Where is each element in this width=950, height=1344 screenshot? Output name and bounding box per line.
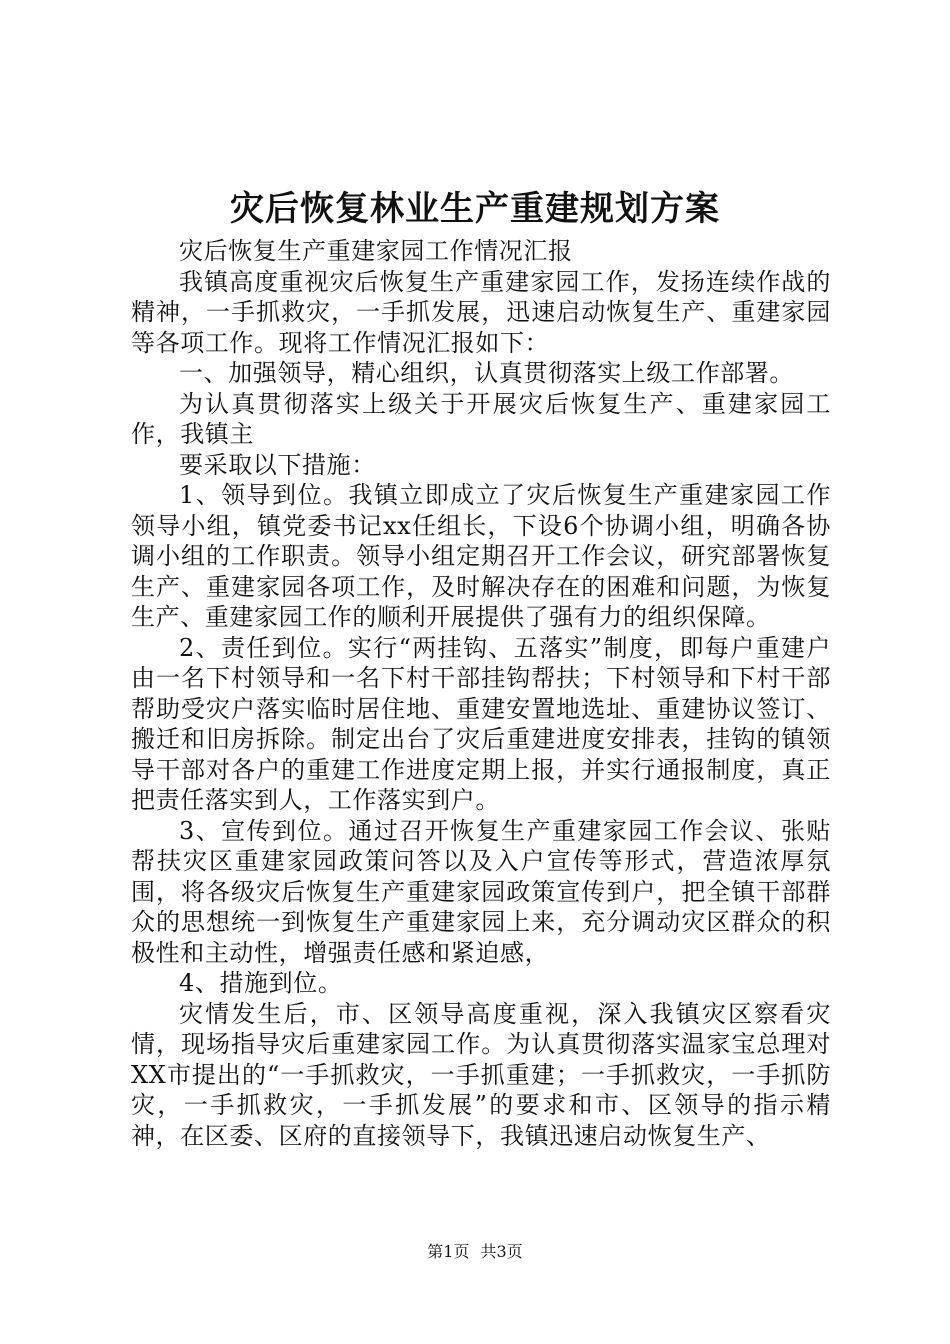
- paragraph-disaster-response: 灾情发生后，市、区领导高度重视，深入我镇灾区察看灾情，现场指导灾后重建家园工作。为认真贯彻落实温家宝总理对XX市提出的“一手抓救灾，一手抓重建；一手抓救灾，一手抓防灾，一手抓救灾，一手抓发展”的要求和市、区领导的指示精神，在区委、区府的直接领导下，我镇迅速启动恢复生产、: [131, 999, 831, 1150]
- paragraph-intro: 我镇高度重视灾后恢复生产重建家园工作，发扬连续作战的精神，一手抓救灾，一手抓发展，迅速启动恢复生产、重建家园等各项工作。现将工作情况汇报如下：: [131, 267, 831, 357]
- paragraph-subtitle: 灾后恢复生产重建家园工作情况汇报: [179, 237, 573, 265]
- page-total: 共3页: [480, 1242, 523, 1261]
- document-title: 灾后恢复林业生产重建规划方案: [230, 189, 720, 229]
- paragraph-item-3: 3、宣传到位。通过召开恢复生产重建家园工作会议、张贴帮扶灾区重建家园政策问答以及入户宣传等形式，营造浓厚氛围，将各级灾后恢复生产重建家园政策宣传到户，把全镇干部群众的思想统一到恢复生产重建家园上来，充分调动灾区群众的积极性和主动性，增强责任感和紧迫感，: [131, 816, 831, 967]
- paragraph-item-2: 2、责任到位。实行“两挂钩、五落实”制度，即每户重建户由一名下村领导和一名下村干部挂钩帮扶；下村领导和下村干部帮助受灾户落实临时居住地、重建安置地选址、重建协议签订、搬迁和旧房拆除。制定出台了灾后重建进度安排表，挂钩的镇领导干部对各户的重建工作进度定期上报，并实行通报制度，真正把责任落实到人，工作落实到户。: [131, 633, 831, 814]
- paragraph-item-4: 4、措施到位。: [179, 969, 343, 997]
- document-body: [131, 236, 831, 1151]
- page-number: 第1页: [427, 1242, 470, 1261]
- paragraph-item-1: 1、领导到位。我镇立即成立了灾后恢复生产重建家园工作领导小组，镇党委书记xx任组长，下设6个协调小组，明确各协调小组的工作职责。领导小组定期召开工作会议，研究部署恢复生产、重建家园各项工作，及时解决存在的困难和问题，为恢复生产、重建家园工作的顺利开展提供了强有力的组织保障。: [131, 481, 831, 631]
- page-footer: [0, 1240, 950, 1264]
- paragraph-section-heading: 一、加强领导，精心组织，认真贯彻落实上级工作部署。: [179, 359, 794, 387]
- paragraph-implementation: 为认真贯彻落实上级关于开展灾后恢复生产、重建家园工作，我镇主: [131, 389, 831, 448]
- paragraph-measures-intro: 要采取以下措施：: [179, 450, 376, 479]
